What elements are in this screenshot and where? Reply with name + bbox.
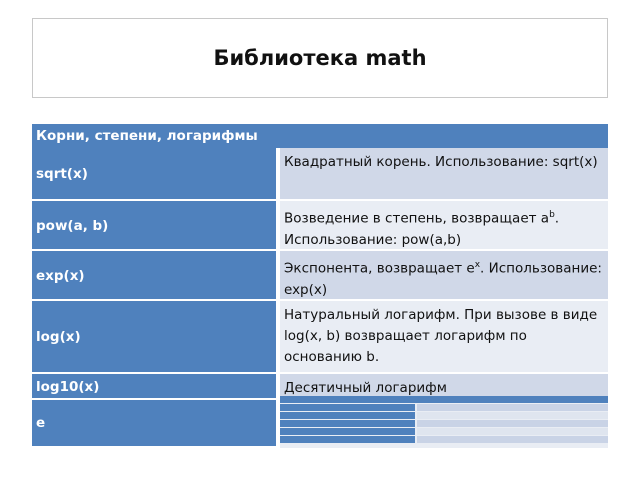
pow-desc-text: Возведение в степень, возвращает a xyxy=(284,210,550,227)
pow-desc-text2: . Использование: pow(a,b) xyxy=(284,210,560,248)
thumb-cell xyxy=(280,412,415,419)
thumb-cell xyxy=(417,420,608,427)
table-thumbnail xyxy=(280,396,608,448)
row-name-log10: log10(x) xyxy=(32,374,276,400)
thumb-cell xyxy=(417,404,608,411)
row-desc-log: Натуральный логарифм. При вызове в виде log(x, b) возвращает логарифм по основанию b. xyxy=(280,301,608,374)
thumb-cell xyxy=(280,436,415,443)
table-header: Корни, степени, логарифмы xyxy=(32,124,608,148)
title-box xyxy=(32,18,608,98)
row-name-pow: pow(a, b) xyxy=(32,201,276,251)
row-name-log: log(x) xyxy=(32,301,276,374)
row-desc-sqrt: Квадратный корень. Использование: sqrt(x) xyxy=(280,148,608,201)
row-desc-pow xyxy=(280,201,608,251)
exp-desc-text2: . Использование: exp(x) xyxy=(284,260,602,298)
row-name-sqrt: sqrt(x) xyxy=(32,148,276,201)
thumb-cell xyxy=(417,412,608,419)
row-desc-log10: Десятичный логарифм xyxy=(280,374,608,400)
row-name-exp: exp(x) xyxy=(32,251,276,301)
thumb-cell xyxy=(417,436,608,443)
row-name-e: e xyxy=(32,400,276,446)
thumb-cell xyxy=(280,404,415,411)
thumb-cell xyxy=(417,428,608,435)
row-desc-exp xyxy=(280,251,608,301)
thumb-cell xyxy=(280,420,415,427)
thumb-cell xyxy=(280,428,415,435)
exp-desc-text: Экспонента, возвращает e xyxy=(284,260,475,277)
pow-desc-sup: b xyxy=(549,210,555,220)
thumb-header-bar xyxy=(280,396,608,403)
page-title: Библиотека math xyxy=(213,46,427,70)
exp-desc-sup: x xyxy=(474,260,481,270)
